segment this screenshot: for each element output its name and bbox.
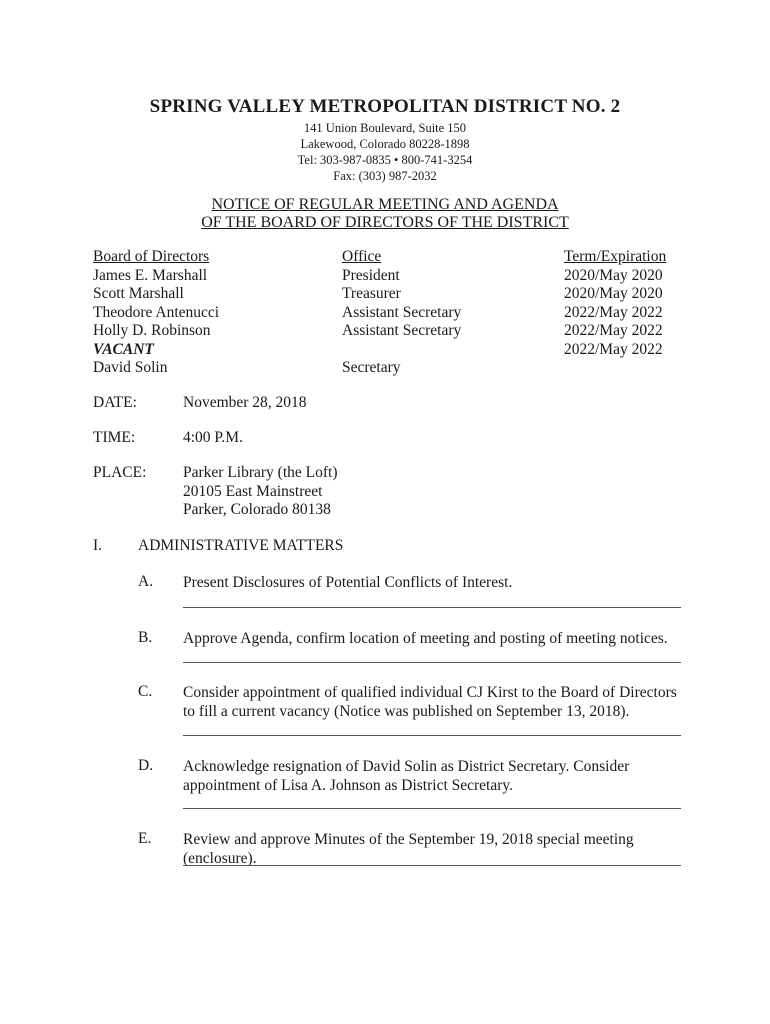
notice-heading-line-1: NOTICE OF REGULAR MEETING AND AGENDA [211,196,559,213]
divider-line [183,865,681,866]
place-label: PLACE: [93,464,147,481]
director-name: Scott Marshall [93,285,184,302]
director-name: David Solin [93,359,168,376]
term-expiration: 2022/May 2022 [564,340,663,358]
vacant-seat: VACANT [93,340,154,358]
divider-line [183,735,681,736]
fax-line: Fax: (303) 987-2032 [333,169,437,183]
board-offices-column [342,248,461,378]
place-line: Parker, Colorado 80138 [183,501,331,518]
item-letter: E. [138,830,152,847]
term-expiration: 2020/May 2020 [564,266,663,284]
item-letter: A. [138,573,154,590]
office-title: Assistant Secretary [342,303,462,321]
meeting-place [183,464,338,520]
divider-line [183,808,681,809]
board-names-column [93,248,219,378]
director-name: Theodore Antenucci [93,303,220,321]
section-number: I. [93,537,103,554]
date-label: DATE: [93,394,137,411]
board-terms-column [564,248,666,359]
address-line-2: Lakewood, Colorado 80228-1898 [300,137,470,151]
director-name: James E. Marshall [93,266,208,284]
section-title: ADMINISTRATIVE MATTERS [138,537,344,554]
place-line: Parker Library (the Loft) [183,464,338,481]
meeting-date: November 28, 2018 [183,394,307,411]
term-expiration: 2022/May 2022 [564,322,663,339]
office-title: President [342,266,400,284]
agenda-item-text: Review and approve Minutes of the September 19, 2018 special meeting (enclosure). [183,831,634,867]
phone-line: Tel: 303-987-0835 • 800-741-3254 [297,153,473,167]
office-title [342,341,461,360]
divider-line [183,607,681,608]
time-label: TIME: [93,429,136,446]
divider-line [183,662,681,663]
notice-heading-line-2: OF THE BOARD OF DIRECTORS OF THE DISTRICT [201,214,569,231]
agenda-item-text: Acknowledge resignation of David Solin as District Secretary. Consider appointment of Lisa A. Johnson as District Secretary. [183,758,630,794]
district-title: SPRING VALLEY METROPOLITAN DISTRICT NO. 2 [149,96,621,117]
office-title: Assistant Secretary [342,322,462,339]
meeting-time: 4:00 P.M. [183,429,243,446]
agenda-item-text: Consider appointment of qualified individual CJ Kirst to the Board of Directors to fill a current vacancy (Notice was published on September 13, 2018). [183,684,677,720]
office-title: Treasurer [342,285,401,302]
office-header: Office [342,248,382,265]
address-line-1: 141 Union Boulevard, Suite 150 [303,121,467,135]
agenda-item-text: Present Disclosures of Potential Conflicts of Interest. [183,574,513,591]
item-letter: C. [138,683,153,700]
item-letter: B. [138,629,153,646]
office-title: Secretary [342,359,401,376]
place-line: 20105 East Mainstreet [183,482,323,500]
director-name: Holly D. Robinson [93,322,211,339]
term-expiration: 2022/May 2022 [564,303,663,321]
term-expiration: 2020/May 2020 [564,285,663,302]
term-header: Term/Expiration [564,248,667,265]
agenda-item-text: Approve Agenda, confirm location of meeting and posting of meeting notices. [183,630,668,647]
board-header: Board of Directors [93,248,210,265]
item-letter: D. [138,757,154,774]
